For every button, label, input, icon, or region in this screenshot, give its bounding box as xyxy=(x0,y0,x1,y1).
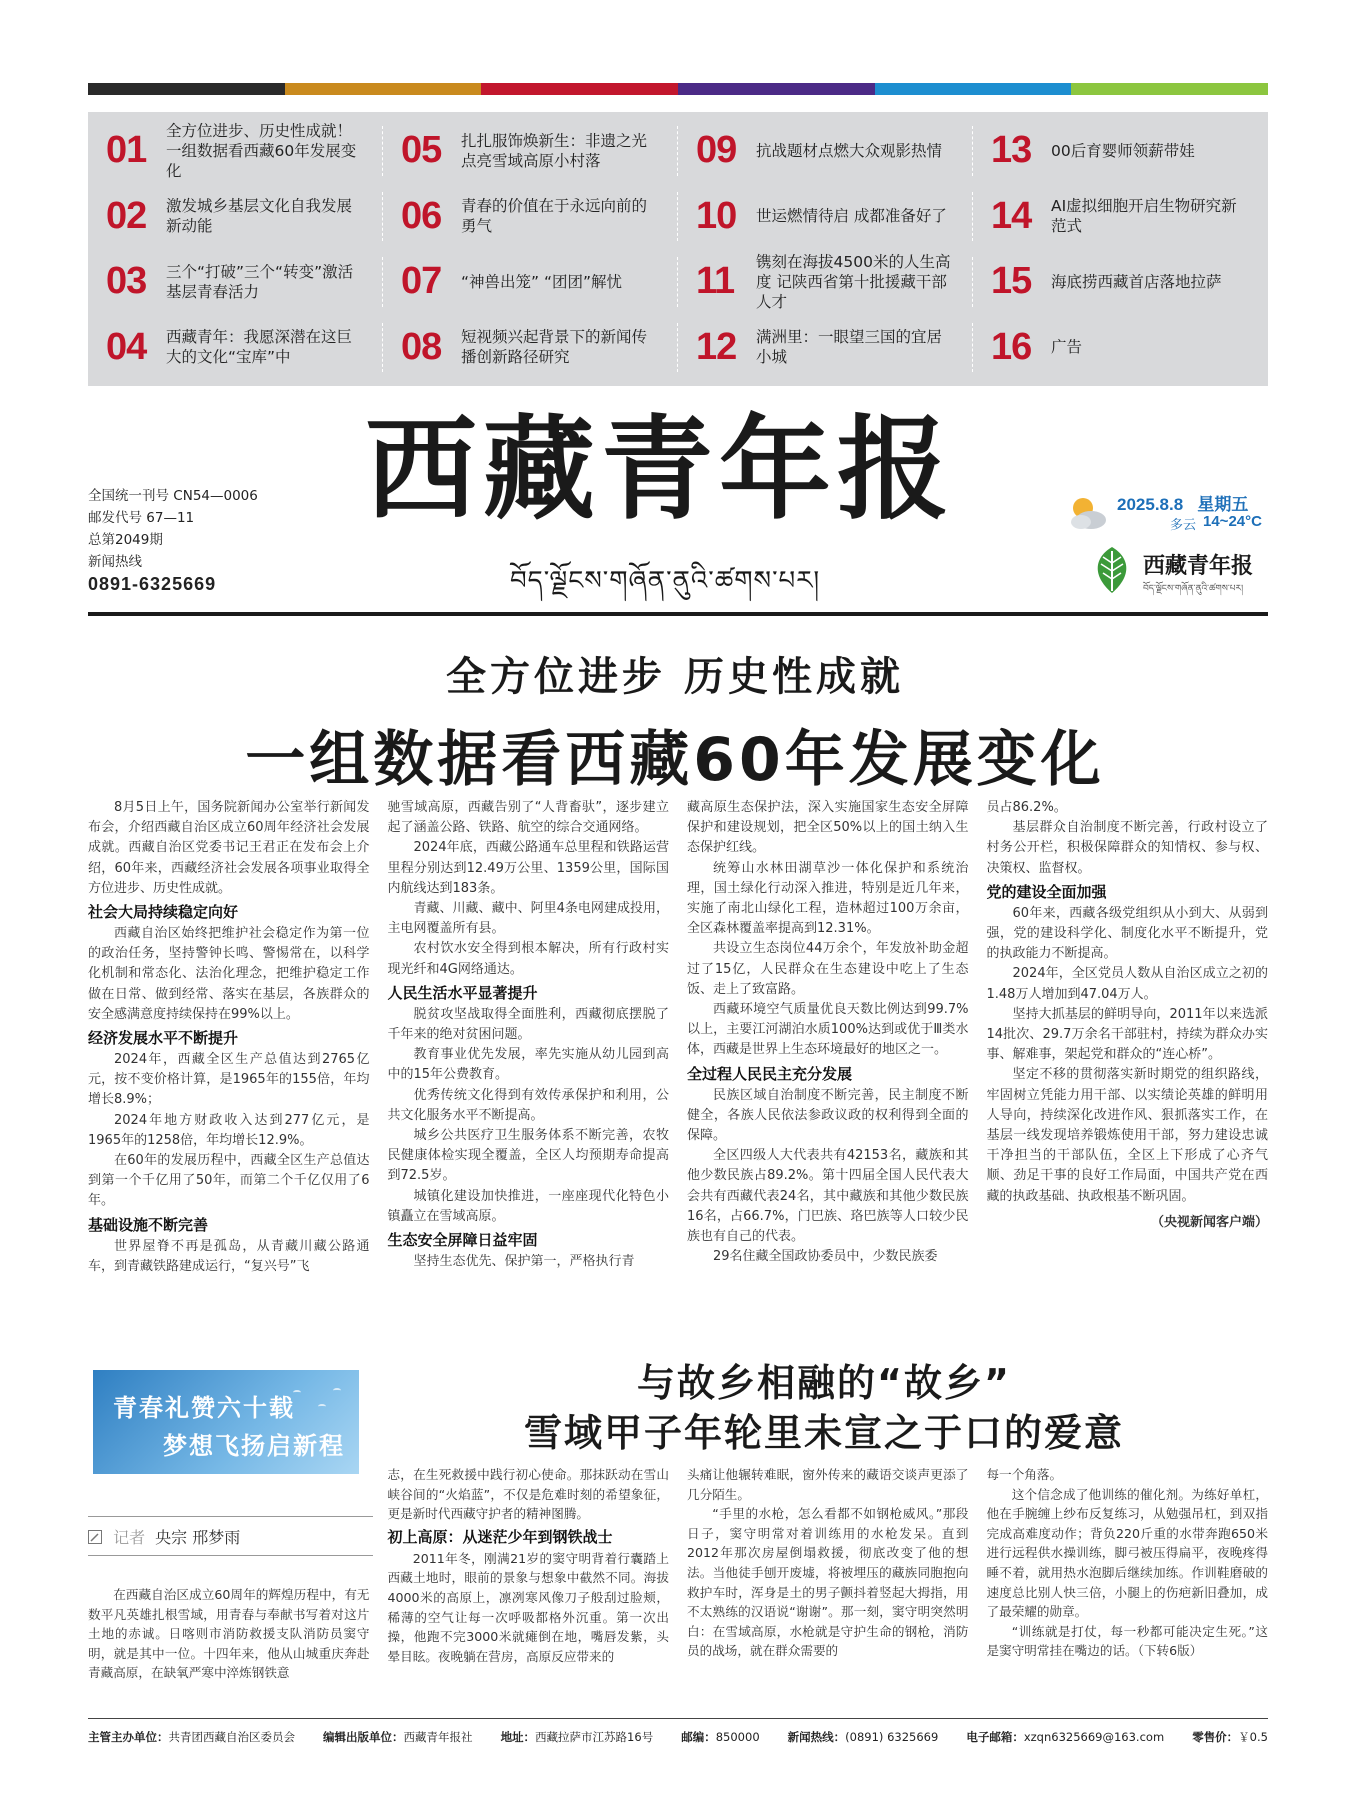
footer-value: 西藏拉萨市江苏路16号 xyxy=(535,1730,654,1744)
section-heading: 全过程人民民主充分发展 xyxy=(687,1064,853,1083)
paragraph: 世界屋脊不再是孤岛，从青藏川藏公路通车，到青藏铁路建成运行，“复兴号”飞 xyxy=(88,1238,370,1274)
paragraph: 坚持生态优先、保护第一，严格执行青 xyxy=(413,1254,635,1270)
paragraph: 2024年地方财政收入达到277亿元，是1965年的1258倍，年均增长12.9%。 xyxy=(88,1112,370,1148)
paragraph: 2011年冬，刚满21岁的窦守明背着行囊踏上西藏土地时，眼前的景象与想象中截然不同。海拔4000米的高原上，凛冽寒风像刀子般刮过脸颊，稀薄的空气让每一次呼吸都格外沉重。第一次出操，他跑不完3000米就瘫倒在地，嘴唇发紫，头晕目眩。夜晚躺在营房，高原反应带来的 xyxy=(387,1550,669,1664)
masthead-tibetan: བོད་ལྗོངས་གཞོན་ནུའི་ཚགས་པར། xyxy=(510,566,821,596)
leaf-logo-icon xyxy=(1089,545,1135,595)
paragraph: 农村饮水安全得到根本解决，所有行政村实现光纤和4G网络通达。 xyxy=(387,941,669,977)
anniversary-banner xyxy=(93,1370,359,1474)
paragraph: 2024年底，西藏公路通车总里程和铁路运营里程分别达到12.49万公里、1359公里，国际国内航线达到183条。 xyxy=(387,840,669,896)
footer-label: 编辑出版单位： xyxy=(323,1730,404,1744)
toc-title: 世运燃情待启 成都准备好了 xyxy=(756,207,947,226)
color-segment xyxy=(875,83,1072,95)
article-headline: 一组数据看西藏60年发展变化 xyxy=(245,725,1105,795)
paragraph: 民族区域自治制度不断完善，民主制度不断健全，各族人民依法参政议政的权利得到全面的保障。 xyxy=(687,1087,969,1144)
paragraph: 员占86.2%。 xyxy=(986,800,1067,815)
toc-page-number: 06 xyxy=(401,194,442,237)
section-heading: 生态安全屏障日益牢固 xyxy=(387,1231,538,1250)
hotline-label: 新闻热线 xyxy=(88,554,142,570)
toc-title: 00后育婴师领薪带娃 xyxy=(1051,141,1195,160)
article1-body xyxy=(88,798,1268,1326)
toc-title: 镌刻在海拔4500米的人生高度 记陕西省第十批援藏干部人才 xyxy=(756,252,951,311)
toc-page-number: 10 xyxy=(696,194,737,237)
toc-title: 短视频兴起背景下的新闻传播创新路径研究 xyxy=(461,328,648,367)
footer-rule xyxy=(88,1718,1268,1719)
paragraph: “训练就是打仗，每一秒都可能决定生死。”这是窦守明常挂在嘴边的话。（下转6版） xyxy=(986,1623,1268,1659)
paragraph: 青藏、川藏、藏中、阿里4条电网建成投用，主电网覆盖所有县。 xyxy=(387,901,669,937)
article2-headline-line1: 与故乡相融的“故乡” xyxy=(637,1361,1011,1405)
table-of-contents xyxy=(88,112,1268,386)
toc-title: 扎扎服饰焕新生：非遗之光点亮雪域高原小村落 xyxy=(461,131,648,170)
footer-label: 邮编： xyxy=(681,1730,716,1744)
footer-publisher xyxy=(323,1729,473,1745)
article2-headline-line2: 雪域甲子年轮里未宣之于口的爱意 xyxy=(523,1411,1124,1455)
paragraph: 2024年，全区党员人数从自治区成立之初的1.48万人增加到47.04万人。 xyxy=(986,966,1268,1002)
paragraph: 坚持大抓基层的鲜明导向，2011年以来选派14批次、29.7万余名干部驻村，持续为群众办实事、解难事，架起党和群众的“连心桥”。 xyxy=(986,1006,1268,1063)
toc-page-number: 11 xyxy=(696,260,735,303)
toc-item[interactable] xyxy=(383,315,678,381)
toc-item[interactable] xyxy=(383,249,678,315)
masthead-rule xyxy=(88,612,1268,616)
section-heading: 人民生活水平显著提升 xyxy=(387,983,538,1002)
toc-item[interactable] xyxy=(383,118,678,184)
issn: 全国统一刊号 CN54—0006 xyxy=(88,488,258,504)
paragraph: 藏高原生态保护法，深入实施国家生态安全屏障保护和建设规划，把全区50%以上的国土纳入生态保护红线。 xyxy=(687,800,969,856)
toc-item[interactable] xyxy=(88,249,383,315)
footer-label: 零售价： xyxy=(1192,1730,1239,1744)
toc-page-number: 15 xyxy=(991,260,1032,303)
hotline-number: 0891-6325669 xyxy=(88,574,217,594)
paragraph: 2024年，西藏全区生产总值达到2765亿元，按不变价格计算，是1965年的155倍，年均增长8.9%； xyxy=(88,1052,370,1108)
reporter-names: 央宗 邢梦雨 xyxy=(155,1528,241,1547)
paragraph: 驰雪域高原，西藏告别了“人背畜驮”，逐步建立起了涵盖公路、铁路、航空的综合交通网络。 xyxy=(387,800,669,836)
paragraph: 教育事业优先发展，率先实施从幼儿园到高中的15年公费教育。 xyxy=(387,1047,669,1083)
brand-logo xyxy=(1085,543,1275,597)
toc-item[interactable] xyxy=(88,118,383,184)
article-column xyxy=(88,1465,370,1685)
footer-value: ￥0.5 xyxy=(1238,1730,1268,1744)
toc-page-number: 12 xyxy=(696,325,737,368)
toc-title: 广告 xyxy=(1051,338,1083,357)
partly-cloudy-icon xyxy=(1065,492,1111,534)
article-kicker: 全方位进步 历史性成就 xyxy=(446,653,904,700)
footer-address xyxy=(501,1729,654,1745)
color-segment xyxy=(481,83,678,95)
masthead-title: 西藏青年报 xyxy=(365,404,955,535)
color-segment xyxy=(88,83,285,95)
toc-title: 抗战题材点燃大众观影热情 xyxy=(756,141,943,160)
color-segment xyxy=(285,83,482,95)
toc-title: AI虚拟细胞开启生物研究新范式 xyxy=(1051,197,1237,236)
toc-item[interactable] xyxy=(678,184,973,250)
footer-sponsor xyxy=(88,1729,295,1745)
paragraph: 头痛让他辗转难眠，窗外传来的藏语交谈声更添了几分陌生。 xyxy=(687,1467,969,1502)
banner-line2: 梦想飞扬启新程 xyxy=(163,1431,345,1460)
article-column xyxy=(88,798,370,1326)
toc-title: 满洲里：一眼望三国的宜居小城 xyxy=(756,328,943,367)
weather-temperature: 14~24°C xyxy=(1203,513,1262,530)
footer-hotline xyxy=(788,1729,939,1745)
toc-item[interactable] xyxy=(973,249,1268,315)
issue-date xyxy=(1117,490,1248,515)
toc-page-number: 01 xyxy=(106,129,147,172)
paragraph: 共设立生态岗位44万余个，年发放补助金超过了15亿，人民群众在生态建设中吃上了生态饭、走上了致富路。 xyxy=(687,941,969,997)
bird-decoration xyxy=(333,1388,341,1393)
toc-page-number: 13 xyxy=(991,129,1032,172)
date-value: 2025.8.8 xyxy=(1117,495,1184,514)
toc-page-number: 14 xyxy=(991,194,1032,237)
toc-item[interactable] xyxy=(88,184,383,250)
bird-decoration xyxy=(318,1404,326,1409)
toc-page-number: 03 xyxy=(106,260,147,303)
footer-value: (0891) 6325669 xyxy=(845,1730,939,1744)
article-column xyxy=(987,798,1269,1326)
paragraph: 统筹山水林田湖草沙一体化保护和系统治理，国土绿化行动深入推进，特别是近几年来，实施了南北山绿化工程，造林超过100万余亩，全区森林覆盖率提高到12.31%。 xyxy=(687,860,969,937)
toc-title: 激发城乡基层文化自我发展新动能 xyxy=(166,197,353,236)
toc-page-number: 02 xyxy=(106,194,147,237)
color-bar xyxy=(88,83,1268,95)
paragraph: 西藏环境空气质量优良天数比例达到99.7%以上，主要江河湖泊水质100%达到或优于Ⅲ类水体，西藏是世界上生态环境最好的地区之一。 xyxy=(687,1002,969,1058)
footer-email xyxy=(966,1729,1164,1745)
weather-box xyxy=(1065,490,1275,540)
section-heading: 初上高原：从迷茫少年到钢铁战士 xyxy=(387,1527,613,1546)
paragraph: 优秀传统文化得到有效传承保护和利用，公共文化服务水平不断提高。 xyxy=(387,1087,669,1123)
paragraph: 全区四级人大代表共有42153名，藏族和其他少数民族占89.2%。第十四届全国人民代表大会共有西藏代表24名，其中藏族和其他少数民族16名，占66.7%，门巴族、珞巴族等人口较少民族也有自己的代表。 xyxy=(687,1148,969,1245)
toc-page-number: 05 xyxy=(401,129,442,172)
toc-title: 青春的价值在于永远向前的勇气 xyxy=(461,197,648,236)
article-column xyxy=(388,1465,670,1685)
color-segment xyxy=(678,83,875,95)
weekday: 星期五 xyxy=(1197,495,1249,514)
toc-page-number: 16 xyxy=(991,325,1032,368)
paragraph: 每一个角落。 xyxy=(986,1467,1063,1482)
article-column xyxy=(687,1465,969,1685)
logo-name: 西藏青年报 xyxy=(1143,553,1254,579)
article-column xyxy=(388,798,670,1326)
toc-title: 海底捞西藏首店落地拉萨 xyxy=(1051,272,1222,291)
toc-page-number: 09 xyxy=(696,129,737,172)
section-heading: 社会大局持续稳定向好 xyxy=(88,903,239,922)
paragraph: 城乡公共医疗卫生服务体系不断完善，农牧民健康体检实现全覆盖，全区人均预期寿命提高到72.5岁。 xyxy=(387,1128,669,1184)
paragraph: 这个信念成了他训练的催化剂。为练好单杠，他在手腕缠上纱布反复练习，从勉强吊杠，到双指完成高难度动作；背负220斤重的水带奔跑650米进行远程供水操训练，脚弓被压得扁平，夜晚疼得睡不着，就用热水泡脚后继续加练。作训鞋磨破的速度总比别人快三倍，小腿上的伤疤新旧叠加，成了最荣耀的勋章。 xyxy=(986,1486,1268,1620)
toc-title: “神兽出笼” “团团”解忧 xyxy=(461,272,623,291)
toc-title: 三个“打破”三个“转变”激活基层青春活力 xyxy=(166,262,354,301)
footer-label: 主管主办单位： xyxy=(88,1730,169,1744)
paragraph: 志，在生死救援中践行初心使命。那抹跃动在雪山峡谷间的“火焰蓝”，不仅是危难时刻的希望象征，更是新时代西藏守护者的精神图腾。 xyxy=(387,1467,669,1522)
paragraph: 基层群众自治制度不断完善，行政村设立了村务公开栏，积极保障群众的知情权、参与权、决策权、监督权。 xyxy=(986,820,1268,876)
paragraph: 西藏自治区始终把维护社会稳定作为第一位的政治任务，坚持警钟长鸣、警惕常在，以科学化机制和常态化、法治化理念，把维护稳定工作做在日常、做到经常、落实在基层，各族群众的安全感满意度持续保持在99%以上。 xyxy=(88,926,370,1022)
toc-page-number: 08 xyxy=(401,325,442,368)
footer-postcode xyxy=(681,1729,759,1745)
article-source: （央视新闻客户端） xyxy=(1150,1214,1268,1230)
banner-line1: 青春礼赞六十载 xyxy=(113,1393,295,1422)
publication-info xyxy=(88,485,258,595)
postal-code: 邮发代号 67—11 xyxy=(88,510,195,526)
weather-condition: 多云 xyxy=(1170,518,1197,533)
reporter-label: 记者 xyxy=(113,1528,146,1547)
footer-label: 地址： xyxy=(500,1730,536,1744)
paragraph: 坚定不移的贯彻落实新时期党的组织路线，牢固树立凭能力用干部、以实绩论英雄的鲜明用人导向，持续深化改进作风、狠抓落实工作，在基层一线发现培养锻炼使用干部，努力建设忠诚干净担当的干部队伍，全区上下形成了心齐气顺、劲足干事的良好工作局面，中国共产党在西藏的执政基础、执政根基不断巩固。 xyxy=(986,1067,1268,1204)
paragraph: 29名住藏全国政协委员中，少数民族委 xyxy=(713,1249,938,1265)
footer-label: 电子邮箱： xyxy=(966,1730,1024,1744)
toc-item[interactable] xyxy=(88,315,383,381)
toc-item[interactable] xyxy=(678,118,973,184)
paragraph: 城镇化建设加快推进，一座座现代化特色小镇矗立在雪域高原。 xyxy=(387,1188,669,1224)
toc-item[interactable] xyxy=(383,184,678,250)
section-heading: 党的建设全面加强 xyxy=(986,882,1107,901)
section-heading: 经济发展水平不断提升 xyxy=(88,1029,239,1048)
footer-value: 西藏青年报社 xyxy=(403,1730,473,1744)
footer-label: 新闻热线： xyxy=(787,1730,846,1744)
paragraph: 在60年的发展历程中，西藏全区生产总值达到第一个千亿用了50年，而第二个千亿仅用了6年。 xyxy=(88,1153,370,1209)
article-column xyxy=(987,1465,1269,1685)
paragraph: 60年来，西藏各级党组织从小到大、从弱到强，党的建设科学化、制度化水平不断提升，党的执政能力不断提高。 xyxy=(986,905,1268,962)
logo-tibetan: བོད་ལྗོངས་གཞོན་ནུའི་ཚགས་པར། xyxy=(1143,584,1244,594)
toc-page-number: 04 xyxy=(106,325,147,368)
paragraph: 脱贫攻坚战取得全面胜利，西藏彻底摆脱了千年来的绝对贫困问题。 xyxy=(387,1006,669,1043)
footer-value: xzqn6325669@163.com xyxy=(1023,1730,1165,1744)
article-column xyxy=(687,798,969,1326)
article2-lead: 在西藏自治区成立60周年的辉煌历程中，有无数平凡英雄扎根雪域，用青春与奉献书写着对这片土地的赤诚。日喀则市消防救援支队消防员窦守明，就是其中一位。十四年来，他从山城重庆奔赴青藏高原，在缺氧严寒中淬炼钢铁意 xyxy=(88,1587,370,1681)
toc-item[interactable] xyxy=(678,315,973,381)
footer-value: 共青团西藏自治区委员会 xyxy=(168,1730,295,1744)
toc-item[interactable] xyxy=(973,315,1268,381)
toc-page-number: 07 xyxy=(401,260,442,303)
paragraph: “手里的水枪，怎么看都不如钢枪威风。”那段日子，窦守明常对着训练用的水枪发呆。直到2012年那次房屋倒塌救援，彻底改变了他的想法。当他徒手刨开废墟，将被埋压的藏族同胞抱向救护车时，浑身是土的男子颤抖着竖起大拇指，用不太熟练的汉语说“谢谢”。那一刻，窦守明突然明白：在雪域高原，水枪就是守护生命的钢枪，消防员的战场，就在群众需要的 xyxy=(687,1506,969,1659)
toc-item[interactable] xyxy=(678,249,973,315)
footer xyxy=(88,1729,1268,1745)
footer-price xyxy=(1192,1729,1268,1745)
issue-number: 总第2049期 xyxy=(88,532,163,548)
article2-body xyxy=(88,1465,1268,1685)
paragraph: 8月5日上午，国务院新闻办公室举行新闻发布会，介绍西藏自治区成立60周年经济社会发展成就。西藏自治区党委书记王君正在发布会上介绍，60年来，西藏经济社会发展各项事业取得全方位进步、历史性成就。 xyxy=(88,800,370,896)
footer-value: 850000 xyxy=(715,1730,760,1744)
color-segment xyxy=(1071,83,1268,95)
toc-title: 全方位进步、历史性成就！一组数据看西藏60年发展变化 xyxy=(166,121,357,180)
section-heading: 基础设施不断完善 xyxy=(88,1215,209,1234)
toc-title: 西藏青年：我愿深潜在这巨大的文化“宝库”中 xyxy=(166,328,353,367)
toc-item[interactable] xyxy=(973,118,1268,184)
toc-item[interactable] xyxy=(973,184,1268,250)
